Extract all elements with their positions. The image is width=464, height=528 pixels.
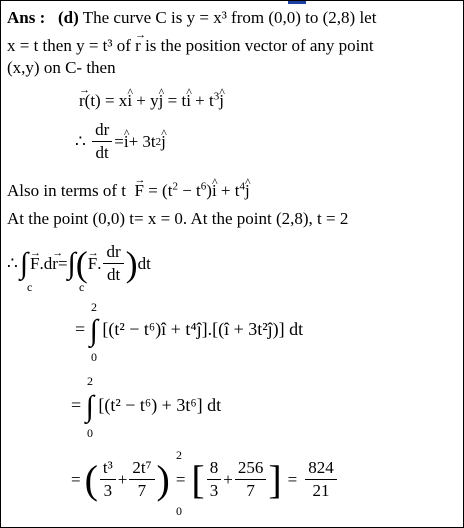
integral-sign: ∫ — [85, 389, 94, 423]
top-accent-bar — [1, 1, 463, 4]
force-exp3: 4 — [239, 180, 245, 193]
i-hat: ^ i — [212, 181, 217, 201]
fraction-numerator: 2t⁷ — [129, 457, 154, 480]
i-hat: ^ i — [124, 132, 129, 152]
fraction-denominator: 21 — [312, 481, 330, 500]
left-paren: ( — [75, 243, 88, 284]
ans-label: Ans : — [7, 8, 46, 27]
force-minus: − t — [177, 181, 201, 200]
fraction-denominator: dt — [95, 143, 109, 162]
right-paren: ) — [125, 243, 138, 284]
i-hat: ^ i — [186, 91, 191, 111]
fraction-denominator: dt — [106, 265, 121, 284]
step2-integrand: [(t² − t⁶) + 3t⁶] dt — [98, 395, 222, 415]
integral-lower-limit-c: c — [79, 280, 85, 294]
fraction-denominator: 3 — [209, 481, 219, 500]
fraction-numerator: 824 — [305, 457, 337, 480]
eq2-plus: + 3t — [128, 131, 156, 151]
plus-sign: + — [223, 469, 233, 489]
fraction-numerator: dr — [103, 241, 123, 264]
force-equation — [7, 181, 250, 201]
lower-limit: 0 — [176, 504, 182, 518]
intro-text-2: x = t then y = t³ of — [7, 36, 131, 55]
f-vector-symbol: → F — [30, 254, 39, 274]
force-intro-text: Also in terms of t — [7, 181, 126, 200]
limits-text: At the point (0,0) t= x = 0. At the point (2,8), t = 2 — [7, 209, 349, 228]
intro-line-2 — [7, 36, 374, 56]
equals-sign: = — [75, 319, 86, 339]
equals-sign: = — [71, 469, 81, 489]
i-hat: ^ i — [127, 91, 132, 111]
lower-limit: 0 — [87, 426, 93, 440]
f-vector-symbol: → F — [88, 254, 97, 274]
step2-equation — [71, 389, 222, 423]
equals-sign: = — [175, 469, 186, 489]
fraction-numerator: dr — [95, 120, 110, 139]
result-fraction — [305, 457, 337, 502]
j-hat: ^ j — [245, 181, 250, 201]
equals-sign: = — [287, 469, 298, 489]
r-vector-symbol: → r — [79, 91, 85, 111]
li-dot-d: .d — [39, 253, 53, 273]
force-eq: = (t — [143, 181, 173, 200]
left-bracket: [ — [191, 456, 205, 502]
eq1-plus2: + t — [190, 91, 214, 110]
force-plus: + t — [216, 181, 240, 200]
derivative-equation: ∴ $\frac{dr}{dt}$ = ^ i + 3t 2 ^ j — [75, 119, 166, 164]
t3-over-3-fraction — [100, 457, 116, 502]
upper-limit: 2 — [176, 448, 182, 462]
j-hat: ^ j — [159, 91, 164, 111]
step3-equation — [71, 457, 339, 502]
lower-limit: 0 — [91, 350, 97, 364]
eq1-exponent: 3 — [213, 90, 220, 103]
upper-limit: 2 — [87, 374, 93, 388]
force-paren: ) — [206, 181, 212, 200]
intro-line-1 — [7, 8, 376, 28]
8-over-3-fraction — [207, 457, 222, 502]
fraction-numerator: t³ — [100, 457, 116, 480]
intro-text-2-tail: is the position vector of any point — [145, 36, 374, 55]
fraction-numerator: 256 — [235, 457, 267, 480]
fraction-denominator: 3 — [103, 481, 113, 500]
fraction-denominator: 7 — [246, 481, 255, 500]
force-exp1: 2 — [172, 180, 178, 193]
force-exp2: 6 — [200, 180, 207, 193]
r-vector-symbol: → r — [52, 254, 58, 274]
li-dt: dt — [137, 253, 151, 273]
r-vector-symbol: → r — [135, 36, 141, 56]
right-bracket: ] — [268, 456, 282, 502]
integral-sign: ∫ — [19, 246, 29, 280]
2t7-over-7-fraction — [129, 457, 154, 502]
j-hat: ^ j — [161, 132, 166, 152]
step1-integrand: [(t² − t⁶)î + t⁴ĵ].[(î + 3t²ĵ)] dt — [102, 319, 304, 339]
blue-accent-mark — [288, 1, 306, 4]
intro-line-3 — [7, 58, 116, 78]
dr-dt-fraction — [92, 119, 112, 164]
limits-statement — [7, 209, 348, 229]
integral-sign: ∫ — [67, 246, 76, 280]
intro-text-3: (x,y) on C- then — [7, 58, 116, 77]
li-dot: . — [97, 253, 102, 273]
therefore-symbol: ∴ — [75, 131, 86, 151]
equals-sign: = — [71, 395, 82, 415]
left-paren: ( — [84, 456, 98, 502]
256-over-7-fraction — [235, 457, 267, 502]
eq1-eq: = t — [163, 91, 187, 110]
dr-dt-fraction — [103, 241, 123, 286]
eq1-lhs: (t) = x — [84, 91, 128, 110]
plus-sign: + — [117, 469, 128, 489]
eq1-plus1: + y — [132, 91, 159, 110]
integral-sign: ∫ — [89, 313, 98, 347]
j-hat: ^ j — [219, 91, 224, 111]
li-equals: = — [57, 253, 68, 273]
step1-equation — [75, 313, 304, 347]
fraction-denominator: 7 — [137, 481, 147, 500]
upper-limit: 2 — [91, 300, 97, 314]
option-label: (d) — [58, 8, 79, 27]
f-vector-symbol: → F — [135, 181, 144, 201]
right-paren: ) — [156, 456, 170, 502]
eq2-equals: = — [114, 131, 124, 151]
integral-lower-limit-c: c — [27, 280, 33, 294]
therefore-symbol: ∴ — [7, 253, 18, 273]
fraction-numerator: 8 — [207, 457, 222, 480]
intro-text-1: The curve C is y = x³ from (0,0) to (2,8) let — [82, 8, 377, 27]
position-vector-equation — [79, 91, 224, 111]
